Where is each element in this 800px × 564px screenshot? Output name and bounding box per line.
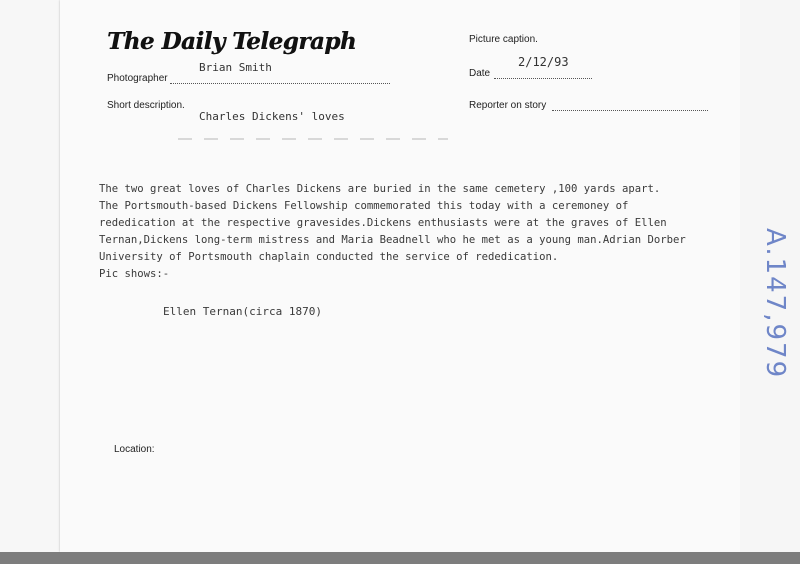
short-description-value: Charles Dickens' loves bbox=[199, 110, 345, 123]
caption-body-text: The two great loves of Charles Dickens are buried in the same cemetery ,100 yards apart. The Portsmouth-based Dickens Fellowship commemorated this today with a ceremoney of rededication at the respective gravesides.Dickens enthusiasts were at the graves of Ellen Ternan,Dickens long-term mistress and Maria Beadnell who he met as a young man.Adrian Dorber University of Portsmouth chaplain conducted the service of rededication. Pic shows:- bbox=[99, 183, 686, 280]
reporter-dotted-line bbox=[552, 110, 708, 111]
left-margin bbox=[0, 0, 60, 552]
handwritten-reference-number: A.147,979 bbox=[760, 228, 790, 380]
photographer-value: Brian Smith bbox=[199, 61, 272, 74]
photographer-dotted-line bbox=[170, 83, 390, 84]
date-dotted-line bbox=[494, 78, 592, 79]
location-label: Location: bbox=[114, 444, 155, 455]
newspaper-logo: The Daily Telegraph bbox=[107, 28, 357, 55]
pic-shows-caption: Ellen Ternan(circa 1870) bbox=[163, 305, 322, 318]
date-value: 2/12/93 bbox=[518, 55, 569, 69]
bottom-edge bbox=[0, 552, 800, 564]
reporter-label: Reporter on story bbox=[469, 100, 547, 111]
date-label: Date bbox=[469, 68, 491, 79]
short-description-label: Short description. bbox=[107, 100, 185, 111]
faint-ruled-line bbox=[178, 138, 448, 140]
photographer-label: Photographer bbox=[107, 73, 168, 84]
picture-caption-label: Picture caption. bbox=[469, 34, 538, 45]
